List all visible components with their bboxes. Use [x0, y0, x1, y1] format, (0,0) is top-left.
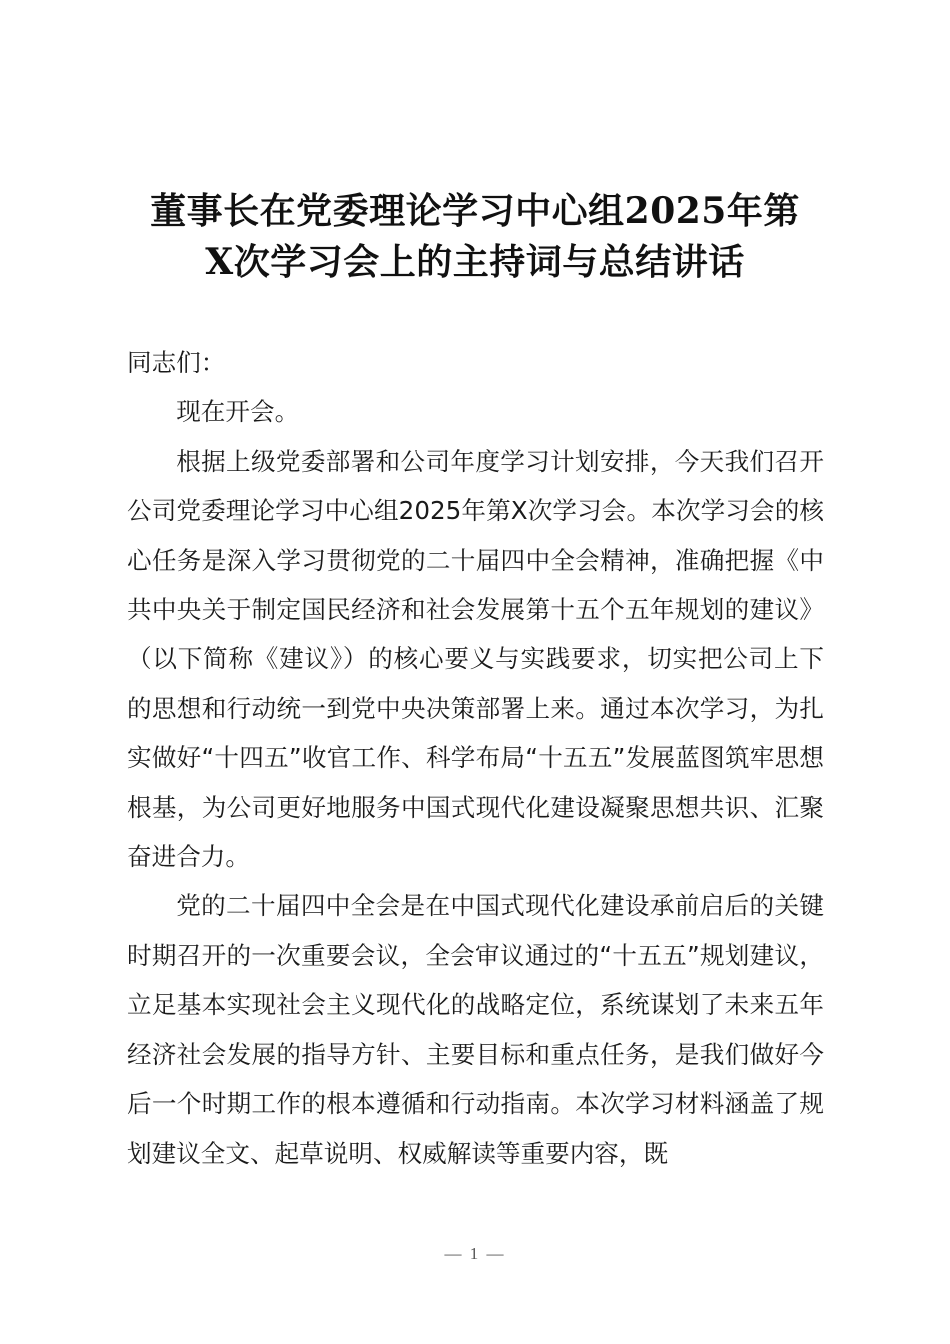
salutation: 同志们： — [127, 348, 226, 377]
document-body — [127, 338, 824, 1178]
document-title — [120, 186, 830, 288]
page-number: — 1 — — [444, 1244, 506, 1263]
paragraph: 党的二十届四中全会是在中国式现代化建设承前启后的关键时期召开的一次重要会议，全会审议通过的“十五五”规划建议，立足基本实现社会主义现代化的战略定位，系统谋划了未来五年经济社会发展的指导方针、主要目标和重点任务，是我们做好今后一个时期工作的根本遵循和行动指南。本次学习材料涵盖了规划建议全文、起草说明、权威解读等重要内容，既 — [127, 891, 824, 1168]
paragraph: 现在开会。 — [176, 397, 300, 427]
title-line-2: X次学习会上的主持词与总结讲话 — [205, 241, 745, 283]
title-line-1: 董事长在党委理论学习中心组2025年第 — [150, 190, 800, 232]
paragraph: 根据上级党委部署和公司年度学习计划安排，今天我们召开公司党委理论学习中心组2025年第X次学习会。本次学习会的核心任务是深入学习贯彻党的二十届四中全会精神，准确把握《中共中央关于制定国民经济和社会发展第十五个五年规划的建议》（以下简称《建议》）的核心要义与实践要求，切实把公司上下的思想和行动统一到党中央决策部署上来。通过本次学习，为扎实做好“十四五”收官工作、科学布局“十五五”发展蓝图筑牢思想根基，为公司更好地服务中国式现代化建设凝聚思想共识、汇聚奋进合力。 — [127, 446, 824, 872]
